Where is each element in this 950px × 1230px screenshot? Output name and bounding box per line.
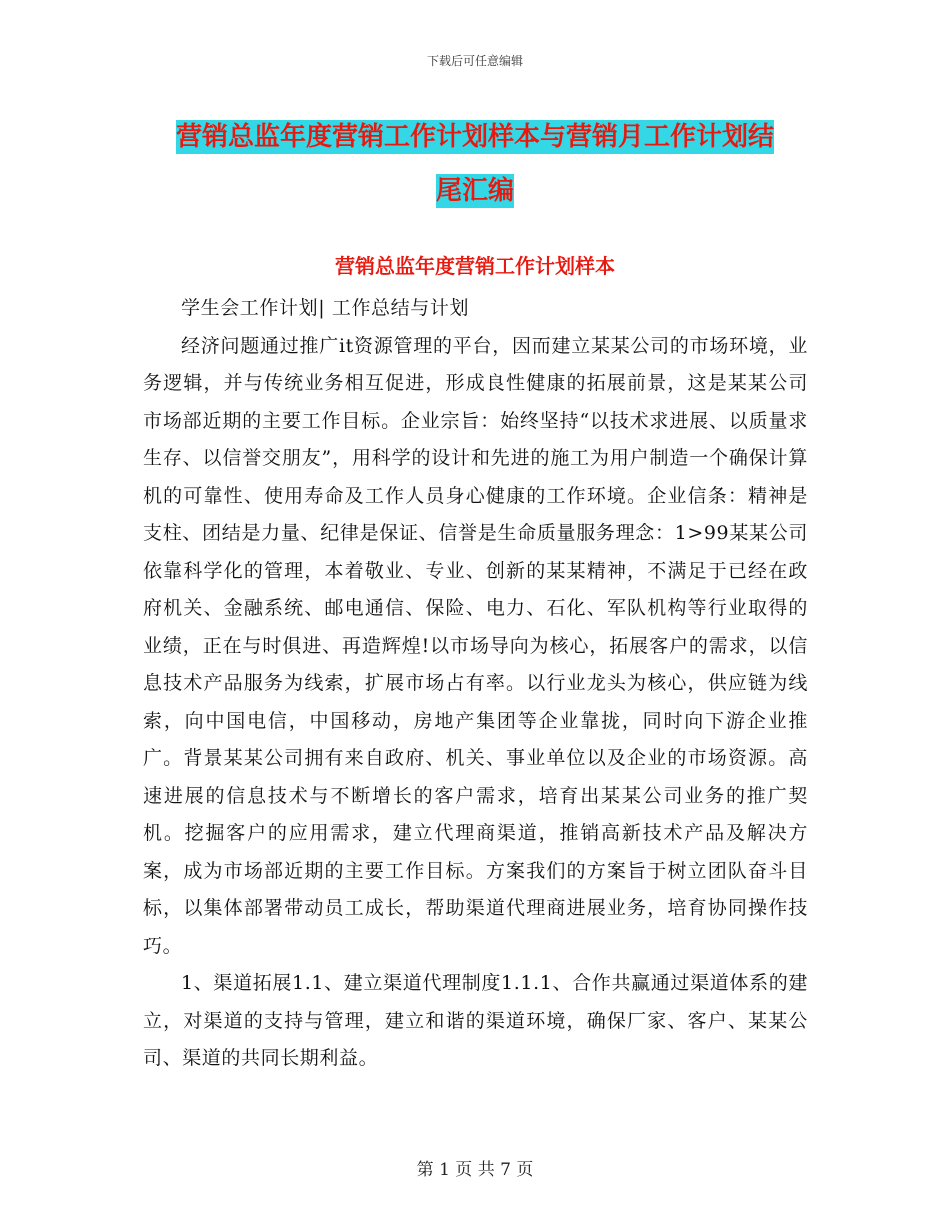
document-body [143, 290, 808, 1078]
page-header-note: 下载后可任意编辑 [426, 54, 523, 68]
document-title [145, 110, 805, 218]
paragraph-main: 经济问题通过推广it资源管理的平台，因而建立某某公司的市场环境，业务逻辑，并与传统业务相互促进，形成良性健康的拓展前景，这是某某公司市场部近期的主要工作目标。企业宗旨：始终坚持“以技术求进展、以质量求生存、以信誉交朋友”，用科学的设计和先进的施工为用户制造一个确保计算机的可靠性、使用寿命及工作人员身心健康的工作环境。企业信条：精神是支柱、团结是力量、纪律是保证、信誉是生命质量服务理念：1>99某某公司依靠科学化的管理，本着敬业、专业、创新的某某精神，不满足于已经在政府机关、金融系统、邮电通信、保险、电力、石化、军队机构等行业取得的业绩，正在与时俱进、再造辉煌!以市场导向为核心，拓展客户的需求，以信息技术产品服务为线索，扩展市场占有率。以行业龙头为核心，供应链为线索，向中国电信，中国移动，房地产集团等企业靠拢，同时向下游企业推广。背景某某公司拥有来自政府、机关、事业单位以及企业的市场资源。高速进展的信息技术与不断增长的客户需求，培育出某某公司业务的推广契机。挖掘客户的应用需求，建立代理商渠道，推销高新技术产品及解决方案，成为市场部近期的主要工作目标。方案我们的方案旨于树立团队奋斗目标，以集体部署带动员工成长，帮助渠道代理商进展业务，培育协同操作技巧。 [143, 334, 808, 957]
page-number: 第 1 页 共 7 页 [416, 1160, 534, 1180]
paragraph-subtitle: 学生会工作计划| 工作总结与计划 [181, 297, 470, 319]
section-title: 营销总监年度营销工作计划样本 [335, 254, 615, 278]
title-line-2: 尾汇编 [435, 176, 514, 206]
title-line-1: 营销总监年度营销工作计划样本与营销月工作计划结 [175, 122, 774, 152]
paragraph-channel-expansion: 1、渠道拓展1.1、建立渠道代理制度1.1.1、合作共赢通过渠道体系的建立，对渠道的支持与管理，建立和谐的渠道环境，确保厂家、客户、某某公司、渠道的共同长期利益。 [143, 972, 808, 1069]
